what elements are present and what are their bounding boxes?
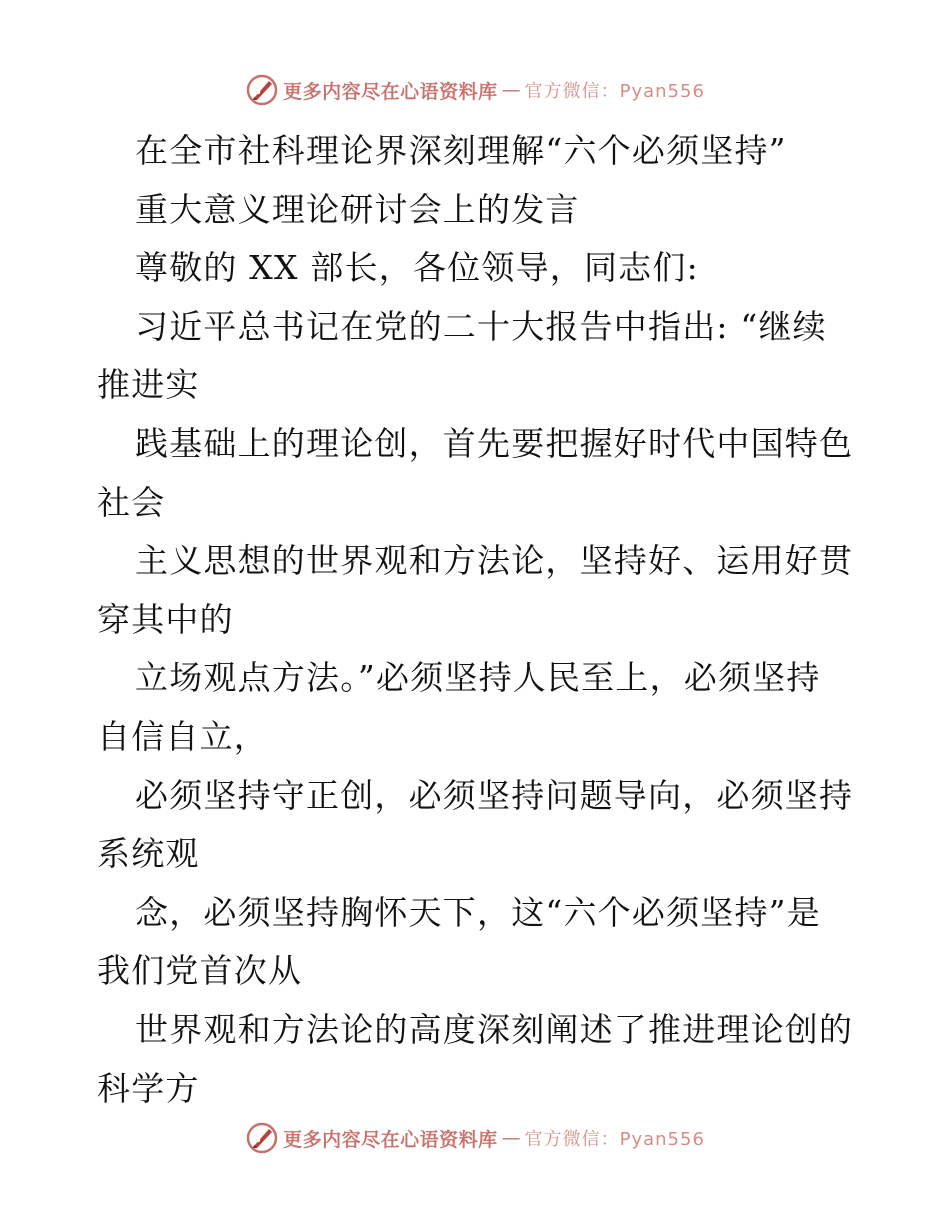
watermark-separator: — [501,1127,521,1149]
header-watermark [0,70,950,110]
paragraph-line: 念，必须坚持胸怀天下，这“六个必须坚持”是 [135,892,821,932]
watermark-site-text: 更多内容尽在心语资料库 [283,80,498,103]
paragraph-line-wrap: 科学方 [97,1068,200,1108]
paragraph-line-wrap: 系统观 [97,834,200,874]
paragraph-line: 立场观点方法。”必须坚持人民至上，必须坚持 [135,658,821,698]
paragraph-line: 世界观和方法论的高度深刻阐述了推进理论创的 [135,1009,854,1049]
paragraph-line: 主义思想的世界观和方法论，坚持好、运用好贯 [135,541,854,581]
quill-logo-icon [245,1121,279,1155]
paragraph-line-wrap: 自信自立， [97,716,268,756]
paragraph-line: 习近平总书记在党的二十大报告中指出: “继续 [135,306,827,346]
salutation-line: 尊敬的 XX 部长，各位领导，同志们: [135,248,699,288]
paragraph-line: 践基础上的理论创，首先要把握好时代中国特色 [135,423,854,463]
watermark-official-label: 官方微信：Pyan556 [524,81,705,102]
quill-logo-icon [245,73,279,107]
watermark-separator: — [501,79,521,101]
paragraph-line-wrap: 社会 [97,482,166,522]
paragraph-line-wrap: 我们党首次从 [97,951,303,991]
footer-watermark [0,1118,950,1158]
title-line-1: 在全市社科理论界深刻理解“六个必须坚持” [135,131,787,170]
paragraph-line: 必须坚持守正创，必须坚持问题导向，必须坚持 [135,775,854,815]
title-line-2: 重大意义理论研讨会上的发言 [135,189,580,229]
paragraph-line-wrap: 推进实 [97,365,200,405]
paragraph-line-wrap: 穿其中的 [97,599,234,639]
document-body [97,122,857,1118]
watermark-site-text: 更多内容尽在心语资料库 [283,1128,498,1151]
watermark-official-label: 官方微信：Pyan556 [524,1129,705,1150]
